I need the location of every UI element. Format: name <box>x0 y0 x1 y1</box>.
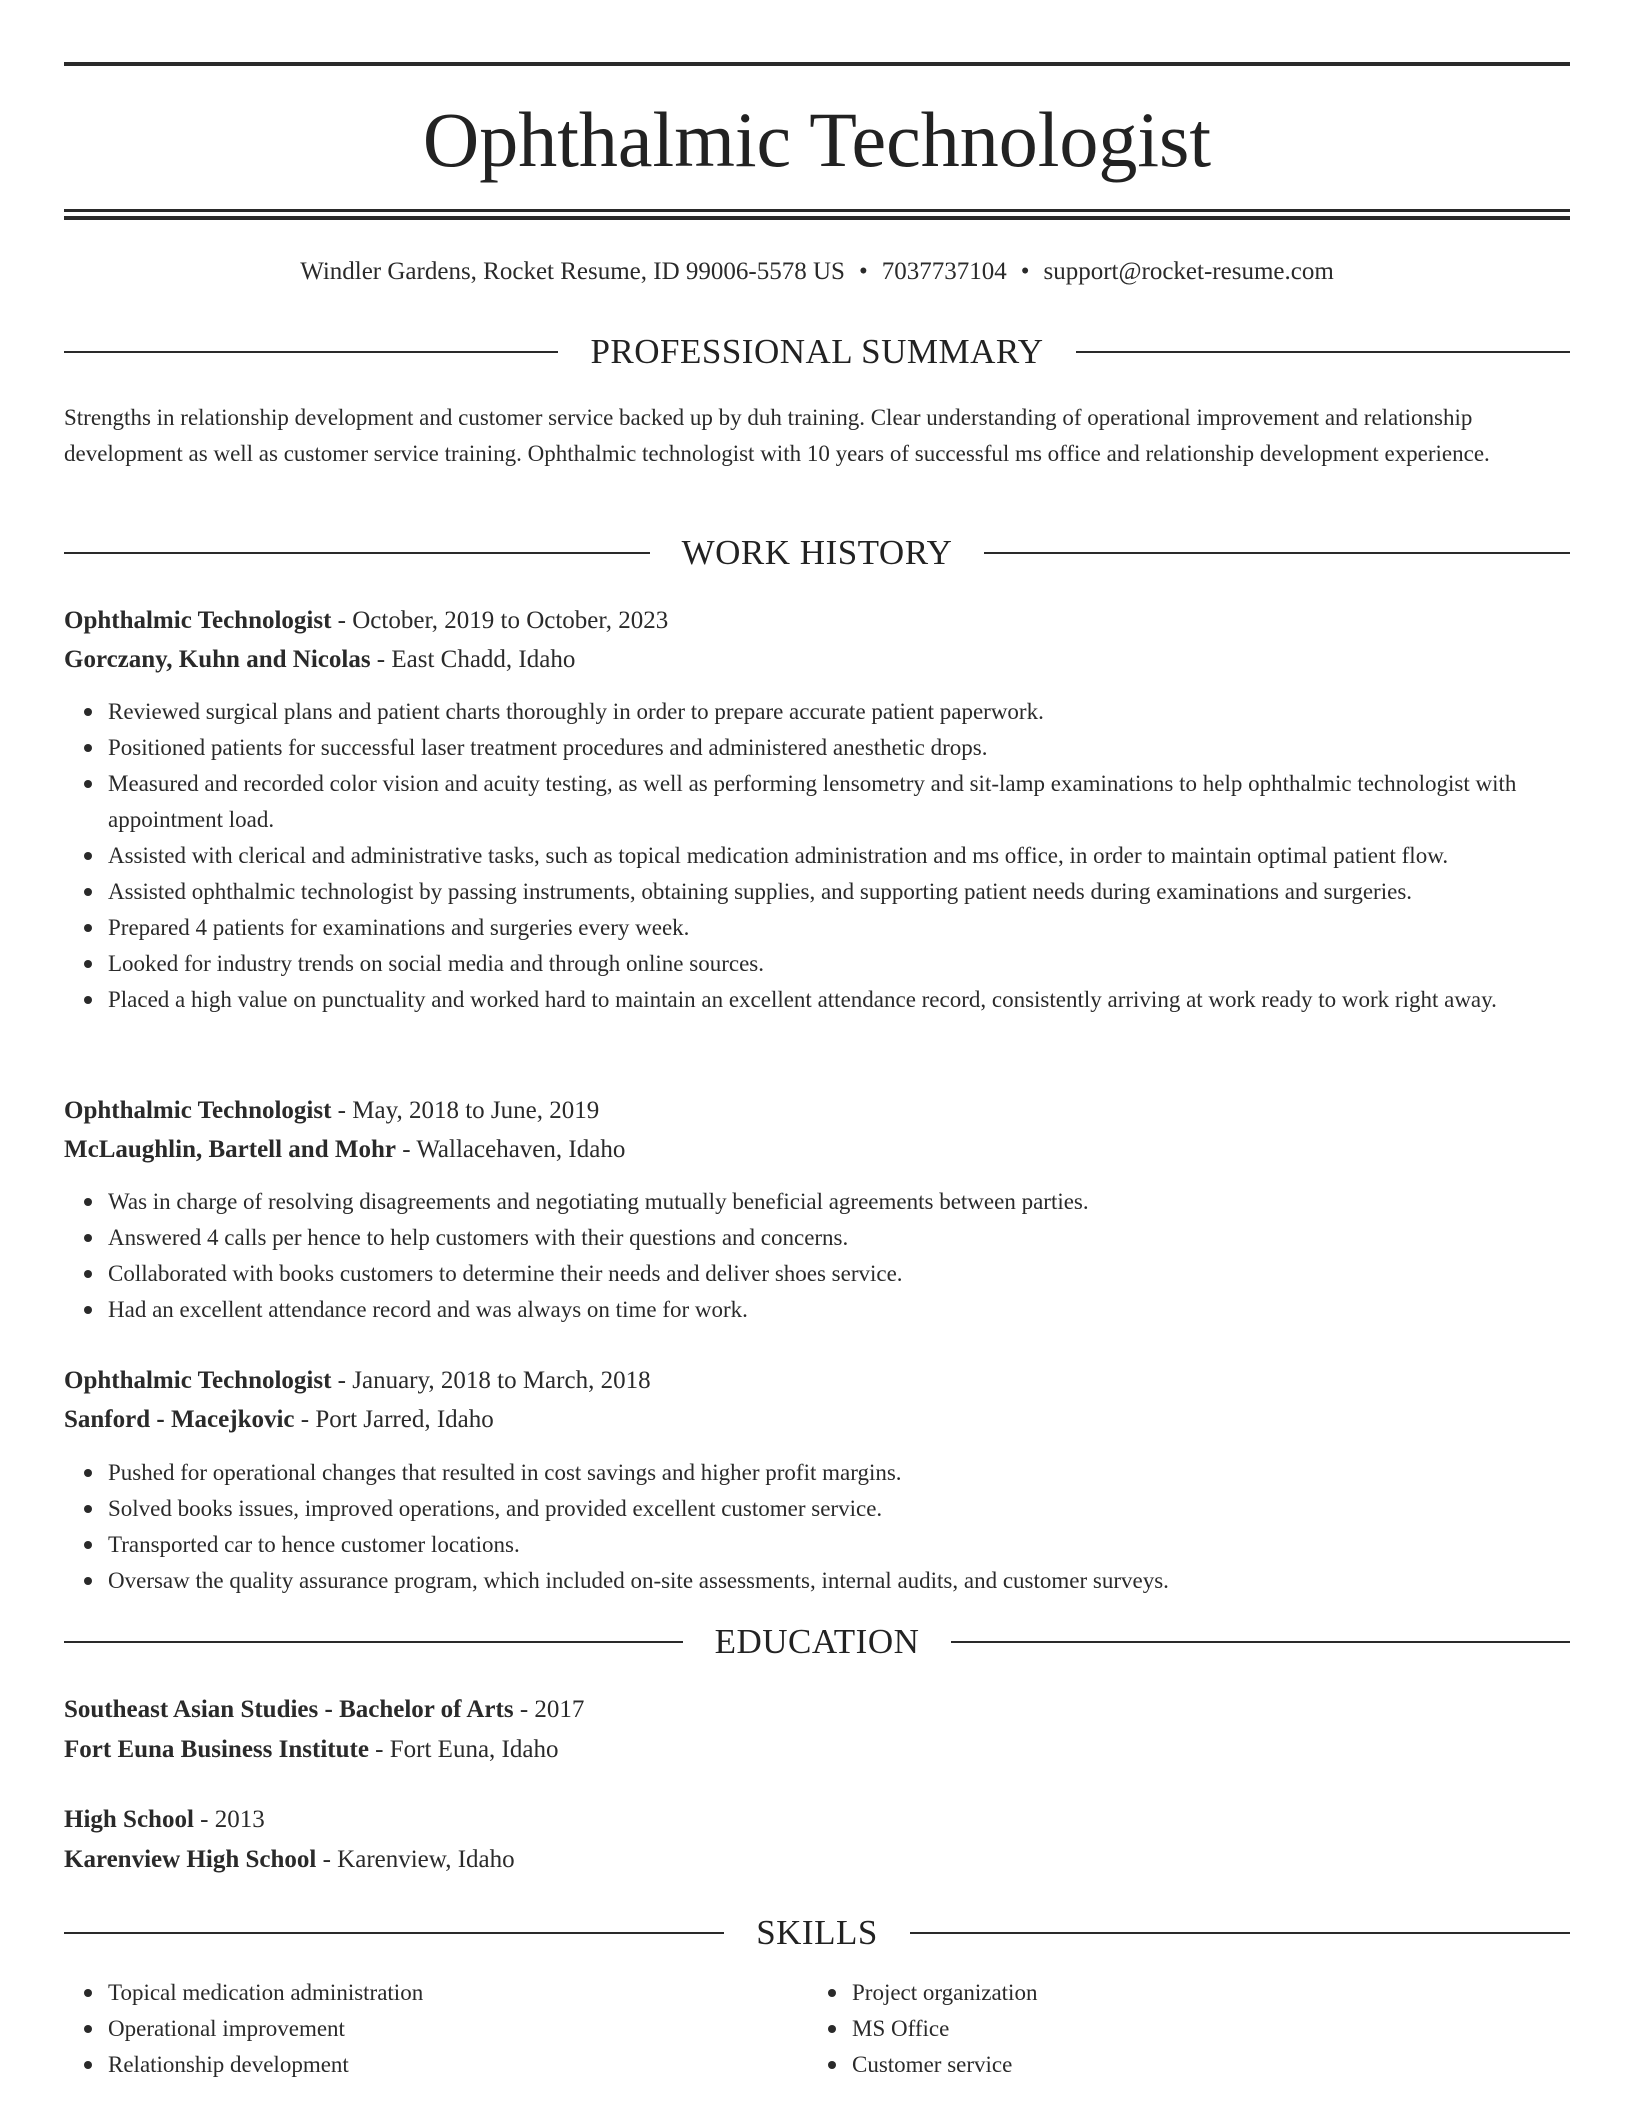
top-rule <box>64 62 1570 66</box>
education-degree: High School <box>64 1806 194 1833</box>
education-degree-line <box>64 1691 1570 1729</box>
job-title: Ophthalmic Technologist <box>64 607 332 634</box>
education-degree-line <box>64 1801 1570 1839</box>
skill-item: Project organization <box>852 1975 1632 2011</box>
education-school-line <box>64 1731 1570 1769</box>
job-bullet: Placed a high value on punctuality and worked hard to maintain an excellent attendance record, consistently arriving at work ready to work right away. <box>108 982 1570 1018</box>
job-location: - Wallacehaven, Idaho <box>395 1136 626 1163</box>
job-dates: - January, 2018 to March, 2018 <box>331 1367 651 1394</box>
job-dates: - May, 2018 to June, 2019 <box>331 1097 600 1124</box>
job-bullet: Looked for industry trends on social media and through online sources. <box>108 946 1570 982</box>
job-bullet: Assisted ophthalmic technologist by passing instruments, obtaining supplies, and supporting patient needs during examinations and surgeries. <box>108 874 1570 910</box>
education-year: - 2013 <box>193 1806 265 1833</box>
education-degree: Southeast Asian Studies - Bachelor of Arts <box>64 1696 514 1723</box>
job-bullet: Oversaw the quality assurance program, which included on-site assessments, internal audits, and customer surveys. <box>108 1563 1570 1599</box>
job-bullet: Answered 4 calls per hence to help customers with their questions and concerns. <box>108 1220 1570 1256</box>
job-bullet: Transported car to hence customer locations. <box>108 1527 1570 1563</box>
job-bullet: Was in charge of resolving disagreements and negotiating mutually beneficial agreements between parties. <box>108 1184 1570 1220</box>
heading-rule <box>64 1932 724 1934</box>
heading-rule <box>984 552 1570 554</box>
section-heading-work-history <box>64 531 1570 575</box>
job-company-line <box>64 1401 1570 1439</box>
education-location: - Fort Euna, Idaho <box>368 1736 559 1763</box>
job-bullet: Had an excellent attendance record and was always on time for work. <box>108 1292 1570 1328</box>
job-company: McLaughlin, Bartell and Mohr <box>64 1136 396 1163</box>
contact-line <box>64 254 1570 290</box>
heading-rule <box>64 351 558 353</box>
resume-name: Ophthalmic Technologist <box>422 96 1212 183</box>
job-company-line <box>64 641 1570 679</box>
section-title: PROFESSIONAL SUMMARY <box>590 332 1044 371</box>
section-heading-education <box>64 1620 1570 1664</box>
header-rule-upper <box>64 209 1570 212</box>
job-location: - Port Jarred, Idaho <box>294 1406 494 1433</box>
header-rule-lower <box>64 216 1570 220</box>
education-school-line <box>64 1841 1570 1879</box>
heading-rule <box>64 552 650 554</box>
education-school: Karenview High School <box>64 1846 317 1873</box>
section-title: SKILLS <box>756 1913 878 1952</box>
job-title: Ophthalmic Technologist <box>64 1097 332 1124</box>
skill-item: Relationship development <box>108 2047 1570 2083</box>
skill-item: Topical medication administration <box>108 1975 1570 2011</box>
job-location: - East Chadd, Idaho <box>370 646 576 673</box>
job-bullet-list <box>64 694 1570 1018</box>
job-company: Gorczany, Kuhn and Nicolas <box>64 646 371 673</box>
heading-rule <box>951 1641 1570 1643</box>
job-bullet-list <box>64 1455 1570 1599</box>
job-bullet: Assisted with clerical and administrative tasks, such as topical medication administration and ms office, in order to maintain optimal patient flow. <box>108 838 1570 874</box>
job-title-line <box>64 1092 1570 1130</box>
education-school: Fort Euna Business Institute <box>64 1736 369 1763</box>
job-bullet: Measured and recorded color vision and acuity testing, as well as performing lensometry and sit-lamp examinations to help ophthalmic technologist with appointment load. <box>108 766 1570 838</box>
job-bullet: Positioned patients for successful laser treatment procedures and administered anesthetic drops. <box>108 730 1570 766</box>
contact-separator: • <box>1020 258 1030 285</box>
skill-item: Operational improvement <box>108 2011 1570 2047</box>
heading-rule <box>64 1641 683 1643</box>
summary-text: Strengths in relationship development and customer service backed up by duh training. Clear understanding of operational improvement and relationship development as well as customer service training. Ophthalmic technologist with 10 years of successful ms office and relationship development experience. <box>64 405 1490 466</box>
job-bullet: Reviewed surgical plans and patient charts thoroughly in order to prepare accurate patient paperwork. <box>108 694 1570 730</box>
job-bullet: Pushed for operational changes that resulted in cost savings and higher profit margins. <box>108 1455 1570 1491</box>
job-title-line <box>64 1362 1570 1400</box>
job-company-line <box>64 1131 1570 1169</box>
job-bullet: Collaborated with books customers to determine their needs and deliver shoes service. <box>108 1256 1570 1292</box>
contact-phone: 7037737104 <box>881 258 1007 285</box>
skills-list-right <box>808 1975 1632 2083</box>
heading-rule <box>1076 351 1570 353</box>
contact-separator: • <box>858 258 868 285</box>
job-title: Ophthalmic Technologist <box>64 1367 332 1394</box>
contact-address: Windler Gardens, Rocket Resume, ID 99006-5578 US <box>300 258 845 285</box>
job-company: Sanford - Macejkovic <box>64 1406 295 1433</box>
section-title: EDUCATION <box>714 1622 920 1661</box>
contact-email: support@rocket-resume.com <box>1043 258 1334 285</box>
heading-rule <box>910 1932 1570 1934</box>
job-title-line <box>64 602 1570 640</box>
education-year: - 2017 <box>513 1696 585 1723</box>
job-bullet-list <box>64 1184 1570 1328</box>
job-bullet: Solved books issues, improved operations, and provided excellent customer service. <box>108 1491 1570 1527</box>
section-title: WORK HISTORY <box>681 533 953 572</box>
section-heading-skills <box>64 1911 1570 1955</box>
skill-item: Customer service <box>852 2047 1632 2083</box>
skill-item: MS Office <box>852 2011 1632 2047</box>
section-heading-summary <box>64 330 1570 374</box>
education-location: - Karenview, Idaho <box>316 1846 515 1873</box>
job-dates: - October, 2019 to October, 2023 <box>331 607 669 634</box>
job-bullet: Prepared 4 patients for examinations and surgeries every week. <box>108 910 1570 946</box>
